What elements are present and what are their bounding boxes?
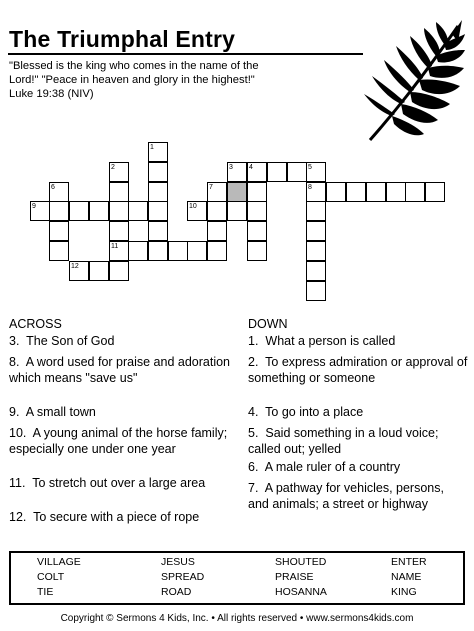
- crossword-cell[interactable]: [168, 241, 188, 261]
- crossword-cell[interactable]: [148, 162, 168, 182]
- clue-number: 7: [209, 184, 213, 191]
- crossword-cell[interactable]: [405, 182, 425, 202]
- crossword-cell[interactable]: [227, 201, 247, 221]
- verse-line-1: "Blessed is the king who comes in the name of the: [9, 60, 259, 72]
- crossword-cell[interactable]: [306, 261, 326, 281]
- crossword-cell[interactable]: [148, 241, 168, 261]
- crossword-cell[interactable]: [346, 182, 366, 202]
- across-heading: ACROSS: [9, 317, 62, 331]
- copyright-footer: Copyright © Sermons 4 Kids, Inc. • All rights reserved • www.sermons4kids.com: [60, 613, 414, 624]
- clue-text: To go into a place: [265, 405, 364, 419]
- word-bank-item: COLT: [37, 571, 65, 583]
- down-clue: [248, 405, 468, 421]
- bible-verse: [9, 59, 339, 101]
- crossword-cell[interactable]: [69, 201, 89, 221]
- crossword-cell[interactable]: [306, 281, 326, 301]
- page-title: The Triumphal Entry: [9, 26, 236, 52]
- word-bank-item: HOSANNA: [275, 586, 327, 598]
- clue-number: 11.: [9, 476, 26, 490]
- down-heading: DOWN: [248, 317, 288, 331]
- word-bank-item: JESUS: [161, 556, 195, 568]
- clue-number: 4.: [248, 405, 259, 419]
- crossword-cell[interactable]: [49, 241, 69, 261]
- across-clue: [9, 355, 234, 386]
- verse-reference: Luke 19:38 (NIV): [9, 88, 94, 100]
- crossword-cell[interactable]: [128, 201, 148, 221]
- clue-number: 9.: [9, 405, 20, 419]
- crossword-cell[interactable]: [306, 201, 326, 221]
- clue-number: 10.: [9, 426, 27, 440]
- crossword-cell[interactable]: [109, 261, 129, 281]
- clue-text: A pathway for vehicles, persons, and animals; a street or highway: [248, 481, 444, 511]
- crossword-cell[interactable]: [306, 241, 326, 261]
- clue-text: A male ruler of a country: [264, 460, 401, 474]
- crossword-cell[interactable]: [247, 182, 267, 202]
- clue-text: The Son of God: [26, 334, 115, 348]
- crossword-cell[interactable]: [366, 182, 386, 202]
- clue-number: 5: [308, 164, 312, 171]
- word-bank: [9, 551, 465, 605]
- across-clue: [9, 334, 234, 350]
- crossword-cell[interactable]: [306, 221, 326, 241]
- crossword-cell[interactable]: [247, 201, 267, 221]
- clue-number: 9: [32, 203, 36, 210]
- crossword-cell[interactable]: [128, 241, 148, 261]
- verse-line-2: Lord!" "Peace in heaven and glory in the highest!": [9, 74, 255, 86]
- word-bank-item: ENTER: [391, 556, 427, 568]
- crossword-cell[interactable]: [148, 201, 168, 221]
- crossword-cell[interactable]: [187, 241, 207, 261]
- clue-number: 12: [71, 263, 79, 270]
- clue-number: 7.: [248, 481, 259, 495]
- clue-number: 6.: [248, 460, 259, 474]
- clue-number: 6: [51, 184, 55, 191]
- crossword-cell[interactable]: [207, 241, 227, 261]
- clue-number: 11: [111, 243, 119, 250]
- down-clue: [248, 460, 468, 476]
- word-bank-item: KING: [391, 586, 417, 598]
- clue-number: 4: [249, 164, 253, 171]
- clue-text: To stretch out over a large area: [32, 476, 206, 490]
- crossword-cell[interactable]: [247, 241, 267, 261]
- across-clue: [9, 510, 244, 526]
- clue-text: A small town: [25, 405, 96, 419]
- clue-text: A young animal of the horse family; especially one under one year: [9, 426, 228, 456]
- clue-number: 2: [111, 164, 115, 171]
- crossword-cell[interactable]: [148, 182, 168, 202]
- crossword-cell[interactable]: [89, 201, 109, 221]
- across-clue: [9, 426, 234, 457]
- clue-number: 2.: [248, 355, 259, 369]
- crossword-cell[interactable]: [148, 221, 168, 241]
- clue-text: What a person is called: [265, 334, 396, 348]
- word-bank-item: SPREAD: [161, 571, 205, 583]
- crossword-cell[interactable]: [207, 221, 227, 241]
- crossword-cell[interactable]: [425, 182, 445, 202]
- palm-branch-icon: [362, 20, 466, 144]
- crossword-cell[interactable]: [49, 201, 69, 221]
- clue-number: 5.: [248, 426, 259, 440]
- clue-number: 3: [229, 164, 233, 171]
- crossword-cell[interactable]: [326, 182, 346, 202]
- crossword-cell[interactable]: [109, 182, 129, 202]
- crossword-cell[interactable]: [386, 182, 406, 202]
- across-clue: [9, 476, 234, 492]
- crossword-cell[interactable]: [287, 162, 307, 182]
- clue-number: 8.: [9, 355, 20, 369]
- clue-number: 10: [189, 203, 197, 210]
- clue-number: 8: [308, 184, 312, 191]
- clue-text: To express admiration or approval of something or someone: [248, 355, 468, 385]
- down-clue: [248, 355, 468, 386]
- clue-number: 1.: [248, 334, 259, 348]
- down-clue: [248, 334, 468, 350]
- crossword-cell[interactable]: [109, 201, 129, 221]
- title-underline: [8, 53, 363, 55]
- crossword-cell[interactable]: [49, 221, 69, 241]
- clue-text: A word used for praise and adoration which means "save us": [9, 355, 230, 385]
- clue-text: To secure with a piece of rope: [33, 510, 200, 524]
- crossword-cell-shaded: [227, 182, 247, 202]
- word-bank-item: SHOUTED: [275, 556, 327, 568]
- down-clue: [248, 481, 468, 512]
- clue-number: 1: [150, 144, 154, 151]
- clue-number: 3.: [9, 334, 20, 348]
- crossword-cell[interactable]: [207, 201, 227, 221]
- crossword-cell[interactable]: [247, 221, 267, 241]
- crossword-cell[interactable]: [89, 261, 109, 281]
- clue-text: Said something in a loud voice; called out; yelled: [248, 426, 439, 456]
- crossword-cell[interactable]: [267, 162, 287, 182]
- word-bank-item: NAME: [391, 571, 422, 583]
- clue-number: 12.: [9, 510, 27, 524]
- down-clue: [248, 426, 468, 457]
- word-bank-item: TIE: [37, 586, 54, 598]
- word-bank-item: PRAISE: [275, 571, 314, 583]
- crossword-cell[interactable]: [109, 221, 129, 241]
- word-bank-item: VILLAGE: [37, 556, 81, 568]
- word-bank-item: ROAD: [161, 586, 192, 598]
- across-clue: [9, 405, 234, 421]
